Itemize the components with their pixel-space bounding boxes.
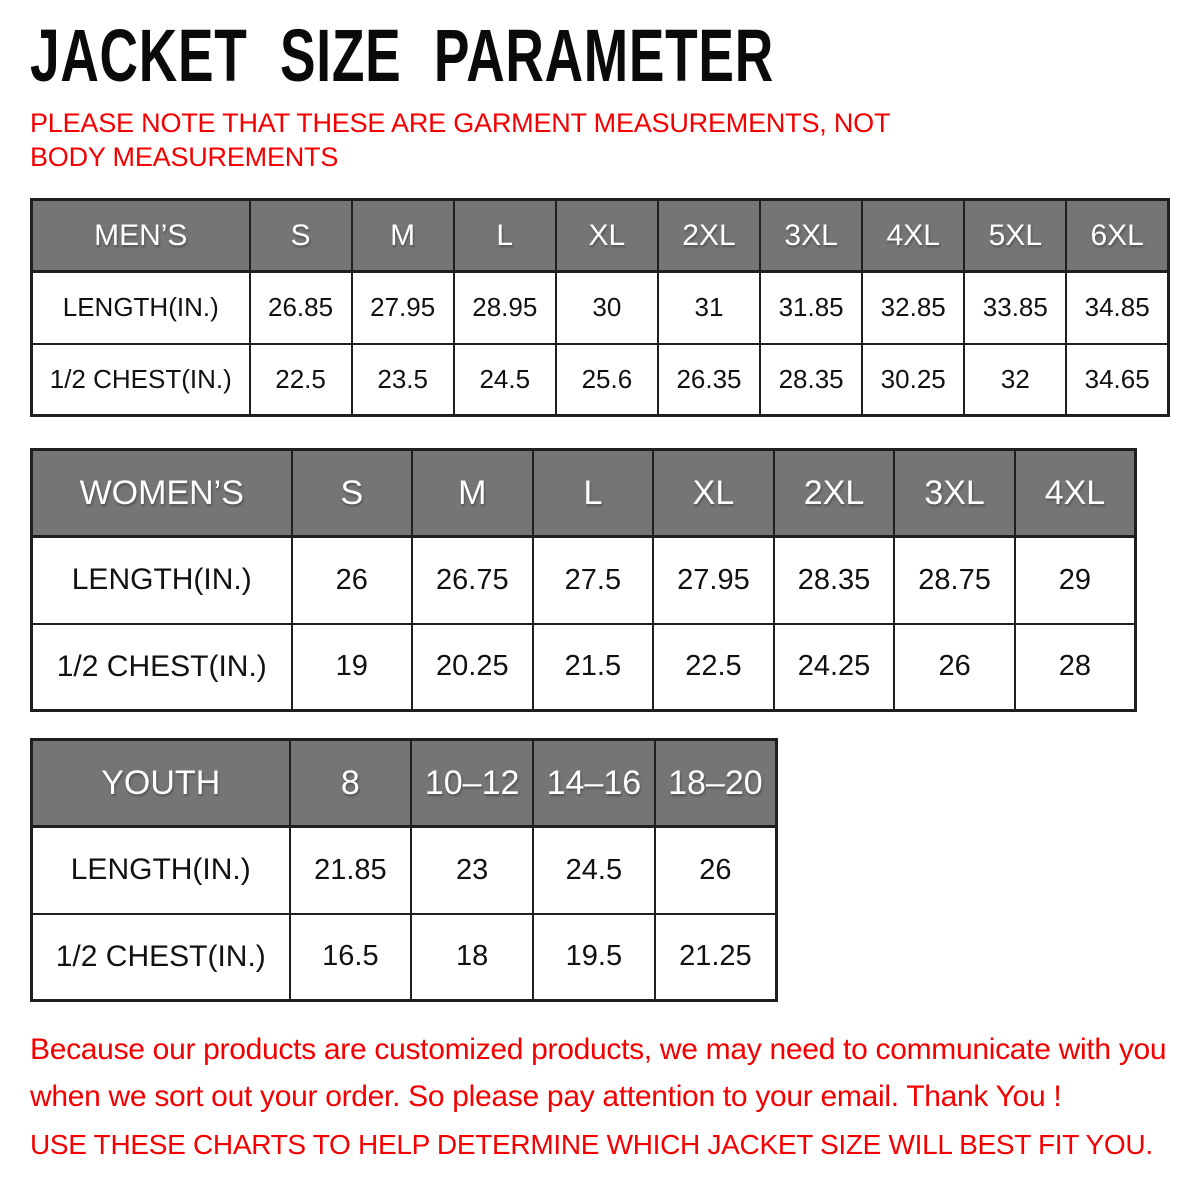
mens-value-cell: 33.85 <box>964 272 1066 344</box>
youth-value-cell: 26 <box>655 827 777 914</box>
womens-value-cell: 28 <box>1015 624 1136 711</box>
mens-value-cell: 31 <box>658 272 760 344</box>
youth-group-label: YOUTH <box>32 740 290 827</box>
mens-value-cell: 24.5 <box>454 344 556 416</box>
womens-header-row <box>32 450 1136 537</box>
womens-value-cell: 26.75 <box>412 537 533 624</box>
youth-row-label: 1/2 CHEST(IN.) <box>32 914 290 1001</box>
mens-value-cell: 28.95 <box>454 272 556 344</box>
womens-group-label: WOMEN’S <box>32 450 292 537</box>
mens-row-label: LENGTH(IN.) <box>32 272 250 344</box>
womens-row-0 <box>32 537 1136 624</box>
mens-row-label: 1/2 CHEST(IN.) <box>32 344 250 416</box>
womens-size-header-L: L <box>533 450 654 537</box>
mens-header-row <box>32 200 1169 272</box>
womens-value-cell: 26 <box>894 624 1015 711</box>
youth-header-row <box>32 740 777 827</box>
garment-measurement-note: PLEASE NOTE THAT THESE ARE GARMENT MEASUREMENTS, NOT BODY MEASUREMENTS <box>30 108 890 172</box>
youth-size-header-14–16: 14–16 <box>533 740 655 827</box>
youth-size-header-10–12: 10–12 <box>411 740 533 827</box>
mens-value-cell: 23.5 <box>352 344 454 416</box>
mens-size-header-L: L <box>454 200 556 272</box>
youth-value-cell: 18 <box>411 914 533 1001</box>
mens-size-header-3XL: 3XL <box>760 200 862 272</box>
youth-value-cell: 19.5 <box>533 914 655 1001</box>
womens-row-1 <box>32 624 1136 711</box>
youth-size-header-18–20: 18–20 <box>655 740 777 827</box>
youth-value-cell: 21.25 <box>655 914 777 1001</box>
mens-value-cell: 30.25 <box>862 344 964 416</box>
womens-value-cell: 21.5 <box>533 624 654 711</box>
mens-row-1 <box>32 344 1169 416</box>
womens-size-header-3XL: 3XL <box>894 450 1015 537</box>
mens-size-header-XL: XL <box>556 200 658 272</box>
womens-size-header-2XL: 2XL <box>774 450 895 537</box>
womens-value-cell: 27.5 <box>533 537 654 624</box>
mens-value-cell: 26.85 <box>250 272 352 344</box>
womens-row-label: LENGTH(IN.) <box>32 537 292 624</box>
womens-value-cell: 29 <box>1015 537 1136 624</box>
womens-value-cell: 20.25 <box>412 624 533 711</box>
mens-size-header-6XL: 6XL <box>1066 200 1168 272</box>
mens-size-header-4XL: 4XL <box>862 200 964 272</box>
womens-value-cell: 26 <box>292 537 413 624</box>
mens-value-cell: 27.95 <box>352 272 454 344</box>
womens-value-cell: 19 <box>292 624 413 711</box>
mens-size-table-container <box>30 198 1170 417</box>
usage-instruction: USE THESE CHARTS TO HELP DETERMINE WHICH JACKET SIZE WILL BEST FIT YOU. <box>30 1129 1153 1160</box>
womens-size-table-container <box>30 448 1137 712</box>
mens-value-cell: 30 <box>556 272 658 344</box>
mens-group-label: MEN’S <box>32 200 250 272</box>
youth-value-cell: 21.85 <box>290 827 412 914</box>
youth-row-0 <box>32 827 777 914</box>
womens-value-cell: 24.25 <box>774 624 895 711</box>
youth-size-table-container <box>30 738 778 1002</box>
mens-value-cell: 25.6 <box>556 344 658 416</box>
mens-value-cell: 34.65 <box>1066 344 1168 416</box>
womens-value-cell: 22.5 <box>653 624 774 711</box>
youth-value-cell: 16.5 <box>290 914 412 1001</box>
mens-size-header-5XL: 5XL <box>964 200 1066 272</box>
youth-row-1 <box>32 914 777 1001</box>
youth-row-label: LENGTH(IN.) <box>32 827 290 914</box>
mens-size-table <box>30 198 1170 417</box>
customization-notice: Because our products are customized products, we may need to communicate with you when we sort out your order. So please pay attention to your email. Thank You ! <box>30 1033 1167 1113</box>
mens-size-header-M: M <box>352 200 454 272</box>
womens-value-cell: 28.35 <box>774 537 895 624</box>
mens-value-cell: 26.35 <box>658 344 760 416</box>
mens-value-cell: 28.35 <box>760 344 862 416</box>
mens-value-cell: 32 <box>964 344 1066 416</box>
womens-value-cell: 27.95 <box>653 537 774 624</box>
mens-size-header-S: S <box>250 200 352 272</box>
mens-value-cell: 32.85 <box>862 272 964 344</box>
womens-size-header-S: S <box>292 450 413 537</box>
mens-value-cell: 34.85 <box>1066 272 1168 344</box>
womens-row-label: 1/2 CHEST(IN.) <box>32 624 292 711</box>
mens-value-cell: 31.85 <box>760 272 862 344</box>
womens-size-header-4XL: 4XL <box>1015 450 1136 537</box>
youth-value-cell: 24.5 <box>533 827 655 914</box>
mens-value-cell: 22.5 <box>250 344 352 416</box>
page-title: JACKET SIZE PARAMETER <box>30 14 774 97</box>
youth-value-cell: 23 <box>411 827 533 914</box>
mens-size-header-2XL: 2XL <box>658 200 760 272</box>
youth-size-table <box>30 738 778 1002</box>
womens-size-header-XL: XL <box>653 450 774 537</box>
womens-size-header-M: M <box>412 450 533 537</box>
mens-row-0 <box>32 272 1169 344</box>
womens-size-table <box>30 448 1137 712</box>
youth-size-header-8: 8 <box>290 740 412 827</box>
womens-value-cell: 28.75 <box>894 537 1015 624</box>
